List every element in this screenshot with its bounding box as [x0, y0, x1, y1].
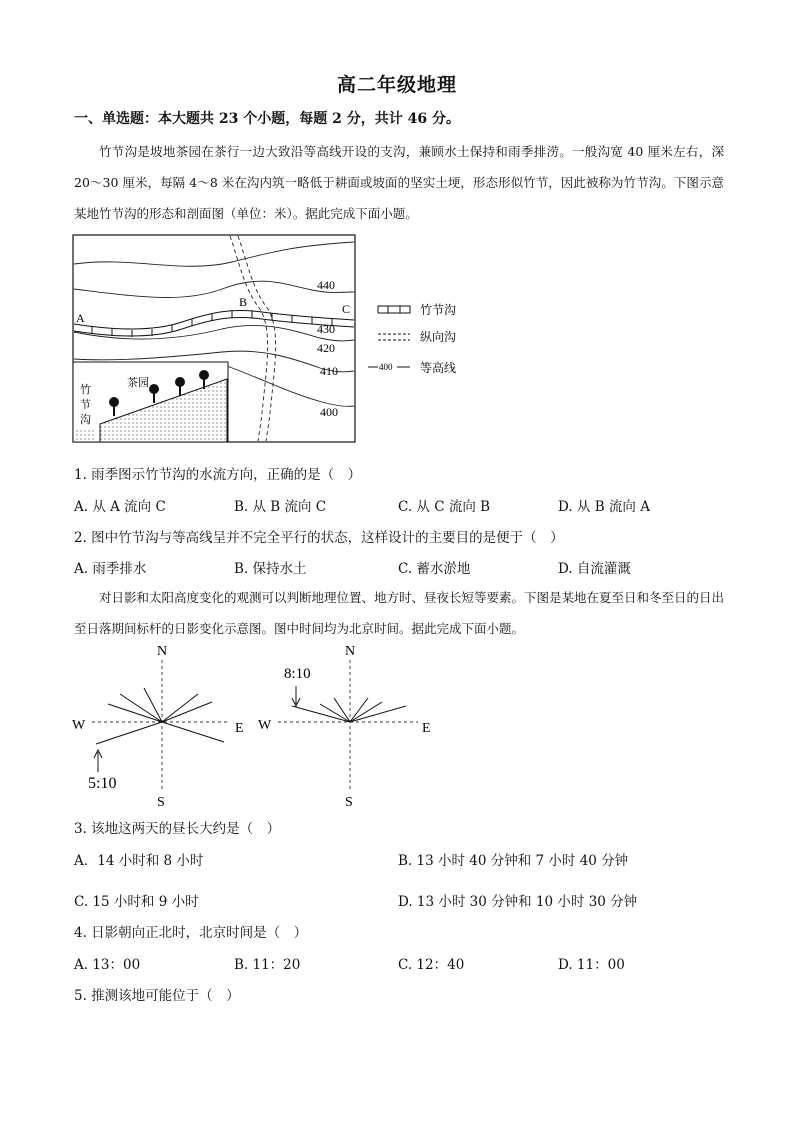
tea-garden-label: 茶园	[127, 377, 149, 389]
q3-option-b[interactable]: B. 13 小时 40 分钟和 7 小时 40 分钟	[398, 853, 629, 869]
shadow-diagram-right	[250, 640, 450, 810]
q4-option-b[interactable]: B. 11：20	[234, 957, 301, 973]
passage-sun-shadow: 对日影和太阳高度变化的观测可以判断地理位置、地方时、昼夜长短等要素。下图是某地在夏至日和冬至日的日出至日落期间标杆的日影变化示意图。图中时间均为北京时间。据此完成下面小题。	[74, 590, 725, 636]
q2-option-b[interactable]: B. 保持水土	[234, 561, 307, 577]
q1-option-c[interactable]: C. 从 C 流向 B	[398, 499, 491, 515]
left-west-label: W	[72, 718, 86, 733]
point-a-label: A	[76, 311, 85, 325]
contour-label-420: 420	[317, 341, 335, 355]
map-legend	[368, 302, 456, 375]
cross-section-inset	[73, 362, 228, 442]
inset-ditch-label-1: 竹	[80, 384, 91, 396]
page-title: 高二年级地理	[336, 74, 457, 96]
left-time-label: 5:10	[88, 775, 117, 792]
question-5-stem: 5. 推测该地可能位于（ ）	[74, 988, 240, 1004]
contour-label-410: 410	[320, 364, 338, 378]
q3-option-d[interactable]: D. 13 小时 30 分钟和 10 小时 30 分钟	[398, 894, 638, 910]
bamboo-ditch-map	[72, 234, 472, 444]
q1-option-a[interactable]: A. 从 A 流向 C	[74, 499, 166, 515]
right-north-label: N	[345, 644, 356, 659]
legend-bamboo-ditch: 竹节沟	[420, 303, 457, 317]
inset-ditch-label-3: 沟	[80, 414, 91, 426]
question-2-stem: 2. 图中竹节沟与等高线呈并不完全平行的状态，这样设计的主要目的是便于（ ）	[74, 530, 564, 546]
contour-label-440: 440	[317, 278, 335, 292]
left-east-label: E	[235, 721, 244, 736]
q1-option-d[interactable]: D. 从 B 流向 A	[558, 499, 650, 515]
contour-label-400: 400	[320, 405, 338, 419]
q4-option-c[interactable]: C. 12：40	[398, 957, 465, 973]
point-c-label: C	[342, 302, 351, 316]
q2-option-a[interactable]: A. 雨季排水	[74, 561, 147, 577]
passage-bamboo-ditch: 竹节沟是坡地茶园在茶行一边大致沿等高线开设的支沟，兼顾水土保持和雨季排涝。一般沟宽 40 厘米左右，深 20～30 厘米，每隔 4～8 米在沟内筑一略低于耕面或坡面的坚实土埂，形态形似竹节，因此被称为竹节沟。下图示意某地竹节沟的形态和剖面图（单位：米）。据此完成下面小题。	[74, 144, 724, 221]
question-1-stem: 1. 雨季图示竹节沟的水流方向，正确的是（ ）	[74, 467, 362, 483]
question-3-stem: 3. 该地这两天的昼长大约是（ ）	[74, 821, 281, 837]
left-north-label: N	[157, 644, 168, 659]
legend-vertical-ditch: 纵向沟	[420, 330, 457, 344]
q4-option-a[interactable]: A. 13：00	[74, 957, 141, 973]
q2-option-d[interactable]: D. 自流灌溉	[558, 561, 631, 577]
contour-label-430: 430	[317, 322, 335, 336]
q2-option-c[interactable]: C. 蓄水淤地	[398, 561, 471, 577]
right-south-label: S	[345, 795, 353, 810]
right-west-label: W	[258, 718, 272, 733]
right-time-label: 8:10	[284, 666, 311, 682]
q3-option-a[interactable]: A．14 小时和 8 小时	[74, 853, 204, 869]
q3-option-c[interactable]: C. 15 小时和 9 小时	[74, 894, 199, 910]
shadow-diagram-left	[62, 640, 262, 810]
question-4-stem: 4. 日影朝向正北时，北京时间是（ ）	[74, 925, 308, 941]
legend-contour: 等高线	[420, 361, 457, 375]
q1-option-b[interactable]: B. 从 B 流向 C	[234, 499, 327, 515]
left-south-label: S	[157, 795, 165, 810]
inset-ditch-label-2: 节	[80, 399, 91, 411]
legend-contour-sample: 400	[379, 362, 393, 372]
q4-option-d[interactable]: D. 11：00	[558, 957, 625, 973]
section-heading: 一、单选题：本大题共 23 个小题，每题 2 分，共计 46 分。	[74, 111, 460, 127]
point-b-label: B	[239, 295, 248, 309]
right-east-label: E	[422, 721, 431, 736]
